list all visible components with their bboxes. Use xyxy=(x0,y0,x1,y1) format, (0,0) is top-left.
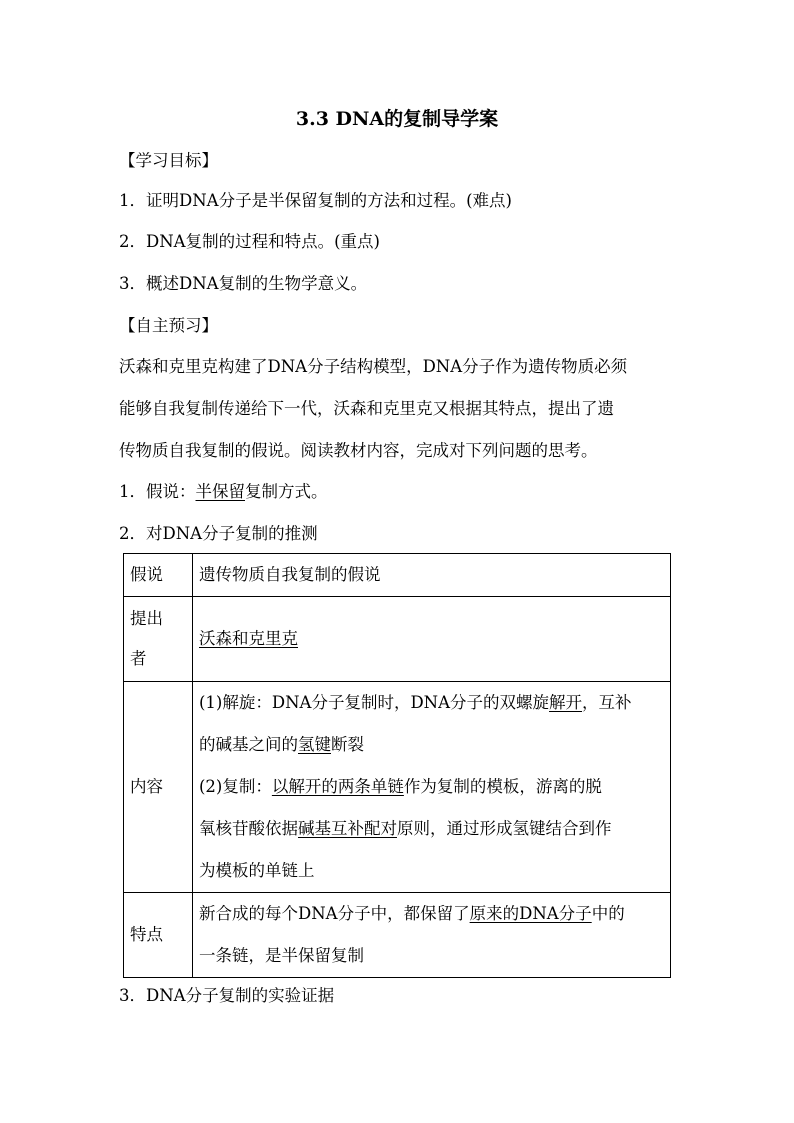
objective-item-3: 3．概述DNA复制的生物学意义。 xyxy=(119,274,368,293)
content-line-2 xyxy=(199,724,664,766)
content-line-5: 为模板的单链上 xyxy=(199,861,315,880)
objectives-heading: 【学习目标】 xyxy=(119,151,218,170)
content-line-3-text-a: (2)复制： xyxy=(199,777,272,796)
preview-heading: 【自主预习】 xyxy=(119,316,218,335)
content-line-4-text-a: 氧核苷酸依据 xyxy=(199,819,298,838)
objective-item-1: 1．证明DNA分子是半保留复制的方法和过程。(难点) xyxy=(119,191,512,210)
objective-item-2: 2．DNA复制的过程和特点。(重点) xyxy=(119,232,380,251)
value-proposer-answer: 沃森和克里克 xyxy=(199,629,298,648)
table-row-feature xyxy=(124,893,671,978)
content-line-2-text-a: 的碱基之间的 xyxy=(199,735,298,754)
table-row-content xyxy=(124,682,671,893)
intro-line-3: 传物质自我复制的假说。阅读教材内容，完成对下列问题的思考。 xyxy=(119,441,598,460)
question-2: 2．对DNA分子复制的推测 xyxy=(119,524,318,543)
feature-line-1-answer: 原来的DNA分子 xyxy=(469,904,592,923)
label-proposer-line-2: 者 xyxy=(130,649,147,668)
value-feature xyxy=(193,893,671,978)
content-line-3-text-b: 作为复制的模板，游离的脱 xyxy=(403,777,602,796)
table-row-proposer xyxy=(124,597,671,682)
value-content xyxy=(193,682,671,893)
content-line-1-text-b: ，互补 xyxy=(582,693,632,712)
value-proposer xyxy=(193,597,671,682)
content-line-1-answer: 解开 xyxy=(549,693,583,712)
feature-line-1 xyxy=(199,893,664,935)
intro-line-2: 能够自我复制传递给下一代，沃森和克里克又根据其特点，提出了遗 xyxy=(119,399,614,418)
question-3: 3．DNA分子复制的实验证据 xyxy=(119,986,335,1005)
intro-line-1: 沃森和克里克构建了DNA分子结构模型，DNA分子作为遗传物质必须 xyxy=(119,357,628,376)
feature-line-1-text-b: 中的 xyxy=(591,904,625,923)
table-row-hypothesis xyxy=(124,554,671,597)
content-line-1-text-a: (1)解旋：DNA分子复制时，DNA分子的双螺旋 xyxy=(199,693,550,712)
content-line-4-text-b: 原则，通过形成氢键结合到作 xyxy=(397,819,612,838)
content-line-4 xyxy=(199,808,664,850)
content-line-3-answer: 以解开的两条单链 xyxy=(271,777,404,796)
content-line-1 xyxy=(199,682,664,724)
content-line-4-answer: 碱基互补配对 xyxy=(298,819,397,838)
content-line-3 xyxy=(199,766,664,808)
value-hypothesis: 遗传物质自我复制的假说 xyxy=(193,554,671,597)
page-title: 3.3 DNA的复制导学案 xyxy=(295,108,499,130)
content-line-2-answer: 氢键 xyxy=(298,735,331,754)
feature-line-2: 一条链，是半保留复制 xyxy=(199,946,364,965)
label-proposer-line-1: 提出 xyxy=(130,609,163,628)
feature-line-1-text-a: 新合成的每个DNA分子中，都保留了 xyxy=(199,904,470,923)
question-1 xyxy=(119,481,328,503)
label-content: 内容 xyxy=(124,682,193,893)
label-proposer xyxy=(124,597,193,682)
question-1-prefix: 1．假说： xyxy=(119,482,196,501)
question-1-answer: 半保留 xyxy=(195,482,245,501)
replication-table xyxy=(123,553,671,978)
label-hypothesis: 假说 xyxy=(124,554,193,597)
question-1-suffix: 复制方式。 xyxy=(245,482,328,501)
content-line-2-text-b: 断裂 xyxy=(331,735,364,754)
label-feature: 特点 xyxy=(124,893,193,978)
